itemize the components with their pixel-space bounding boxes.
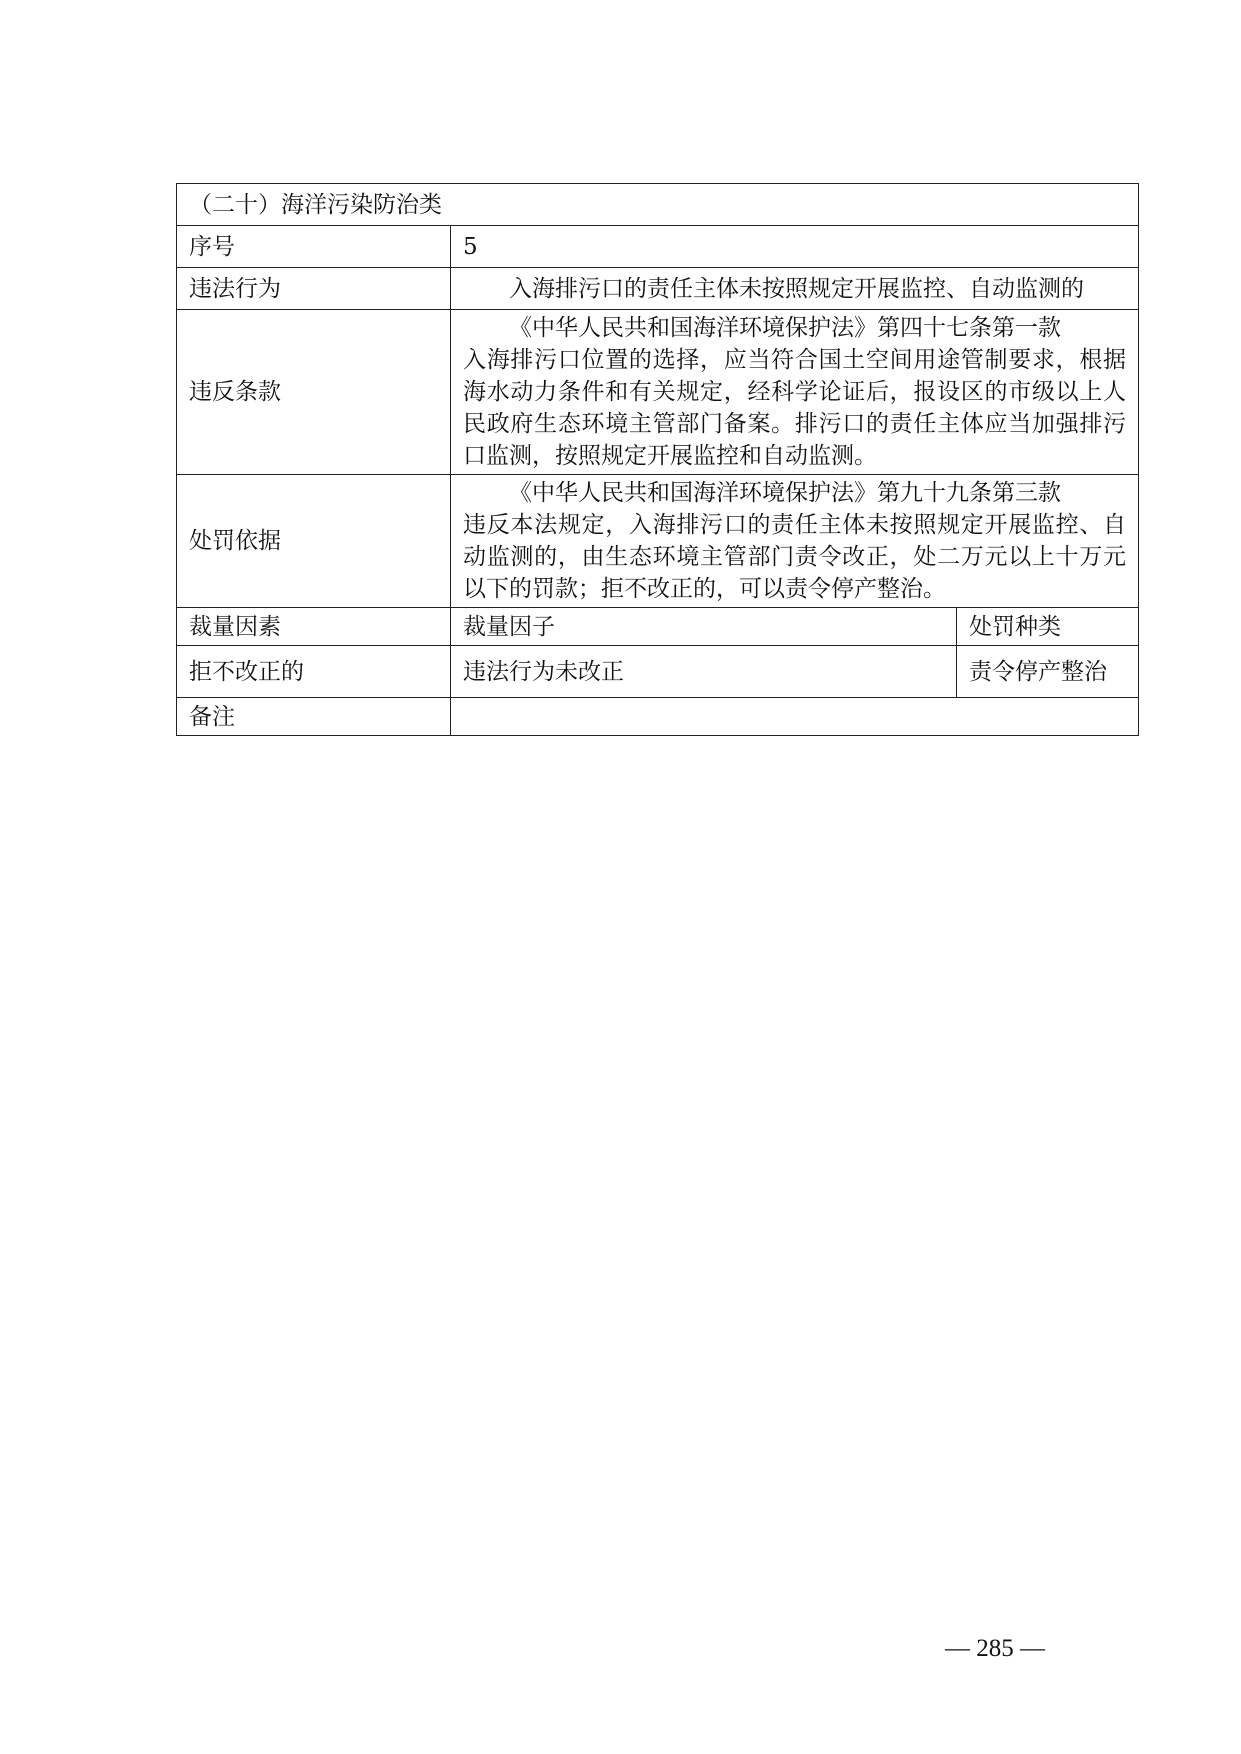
violated-clause-heading: 《中华人民共和国海洋环境保护法》第四十七条第一款 [509,315,1061,341]
serial-label: 序号 [177,226,451,268]
violation-value: 入海排污口的责任主体未按照规定开展监控、自动监测的 [451,268,1139,310]
remarks-row [177,698,1139,736]
page-number: — 285 — [945,1635,1045,1662]
penalty-type: 责令停产整治 [957,646,1139,698]
penalty-table [176,183,1139,736]
penalty-basis-cell [451,475,1139,608]
penalty-basis-heading: 《中华人民共和国海洋环境保护法》第九十九条第三款 [509,480,1061,506]
discretion-subfactor: 违法行为未改正 [451,646,957,698]
discretion-factor: 拒不改正的 [177,646,451,698]
violated-clause-cell [451,310,1139,475]
discretion-subfactor-header: 裁量因子 [451,608,957,646]
violated-clause-row [177,310,1139,475]
serial-row [177,226,1139,268]
penalty-basis-row [177,475,1139,608]
section-title-row [177,184,1139,226]
section-title: （二十）海洋污染防治类 [177,184,1139,226]
remarks-value [451,698,1139,736]
remarks-label: 备注 [177,698,451,736]
violated-clause-text: 入海排污口位置的选择，应当符合国土空间用途管制要求，根据海水动力条件和有关规定，经科学论证后，报设区的市级以上人民政府生态环境主管部门备案。排污口的责任主体应当加强排污口监测，按照规定开展监控和自动监测。 [463,347,1127,469]
discretion-row [177,646,1139,698]
penalty-basis-text: 违反本法规定，入海排污口的责任主体未按照规定开展监控、自动监测的，由生态环境主管部门责令改正，处二万元以上十万元以下的罚款；拒不改正的，可以责令停产整治。 [463,512,1127,602]
discretion-factor-header: 裁量因素 [177,608,451,646]
discretion-header-row [177,608,1139,646]
penalty-type-header: 处罚种类 [957,608,1139,646]
serial-value: 5 [451,226,1139,268]
violation-row [177,268,1139,310]
penalty-basis-label: 处罚依据 [177,475,451,608]
violation-label: 违法行为 [177,268,451,310]
violated-clause-label: 违反条款 [177,310,451,475]
